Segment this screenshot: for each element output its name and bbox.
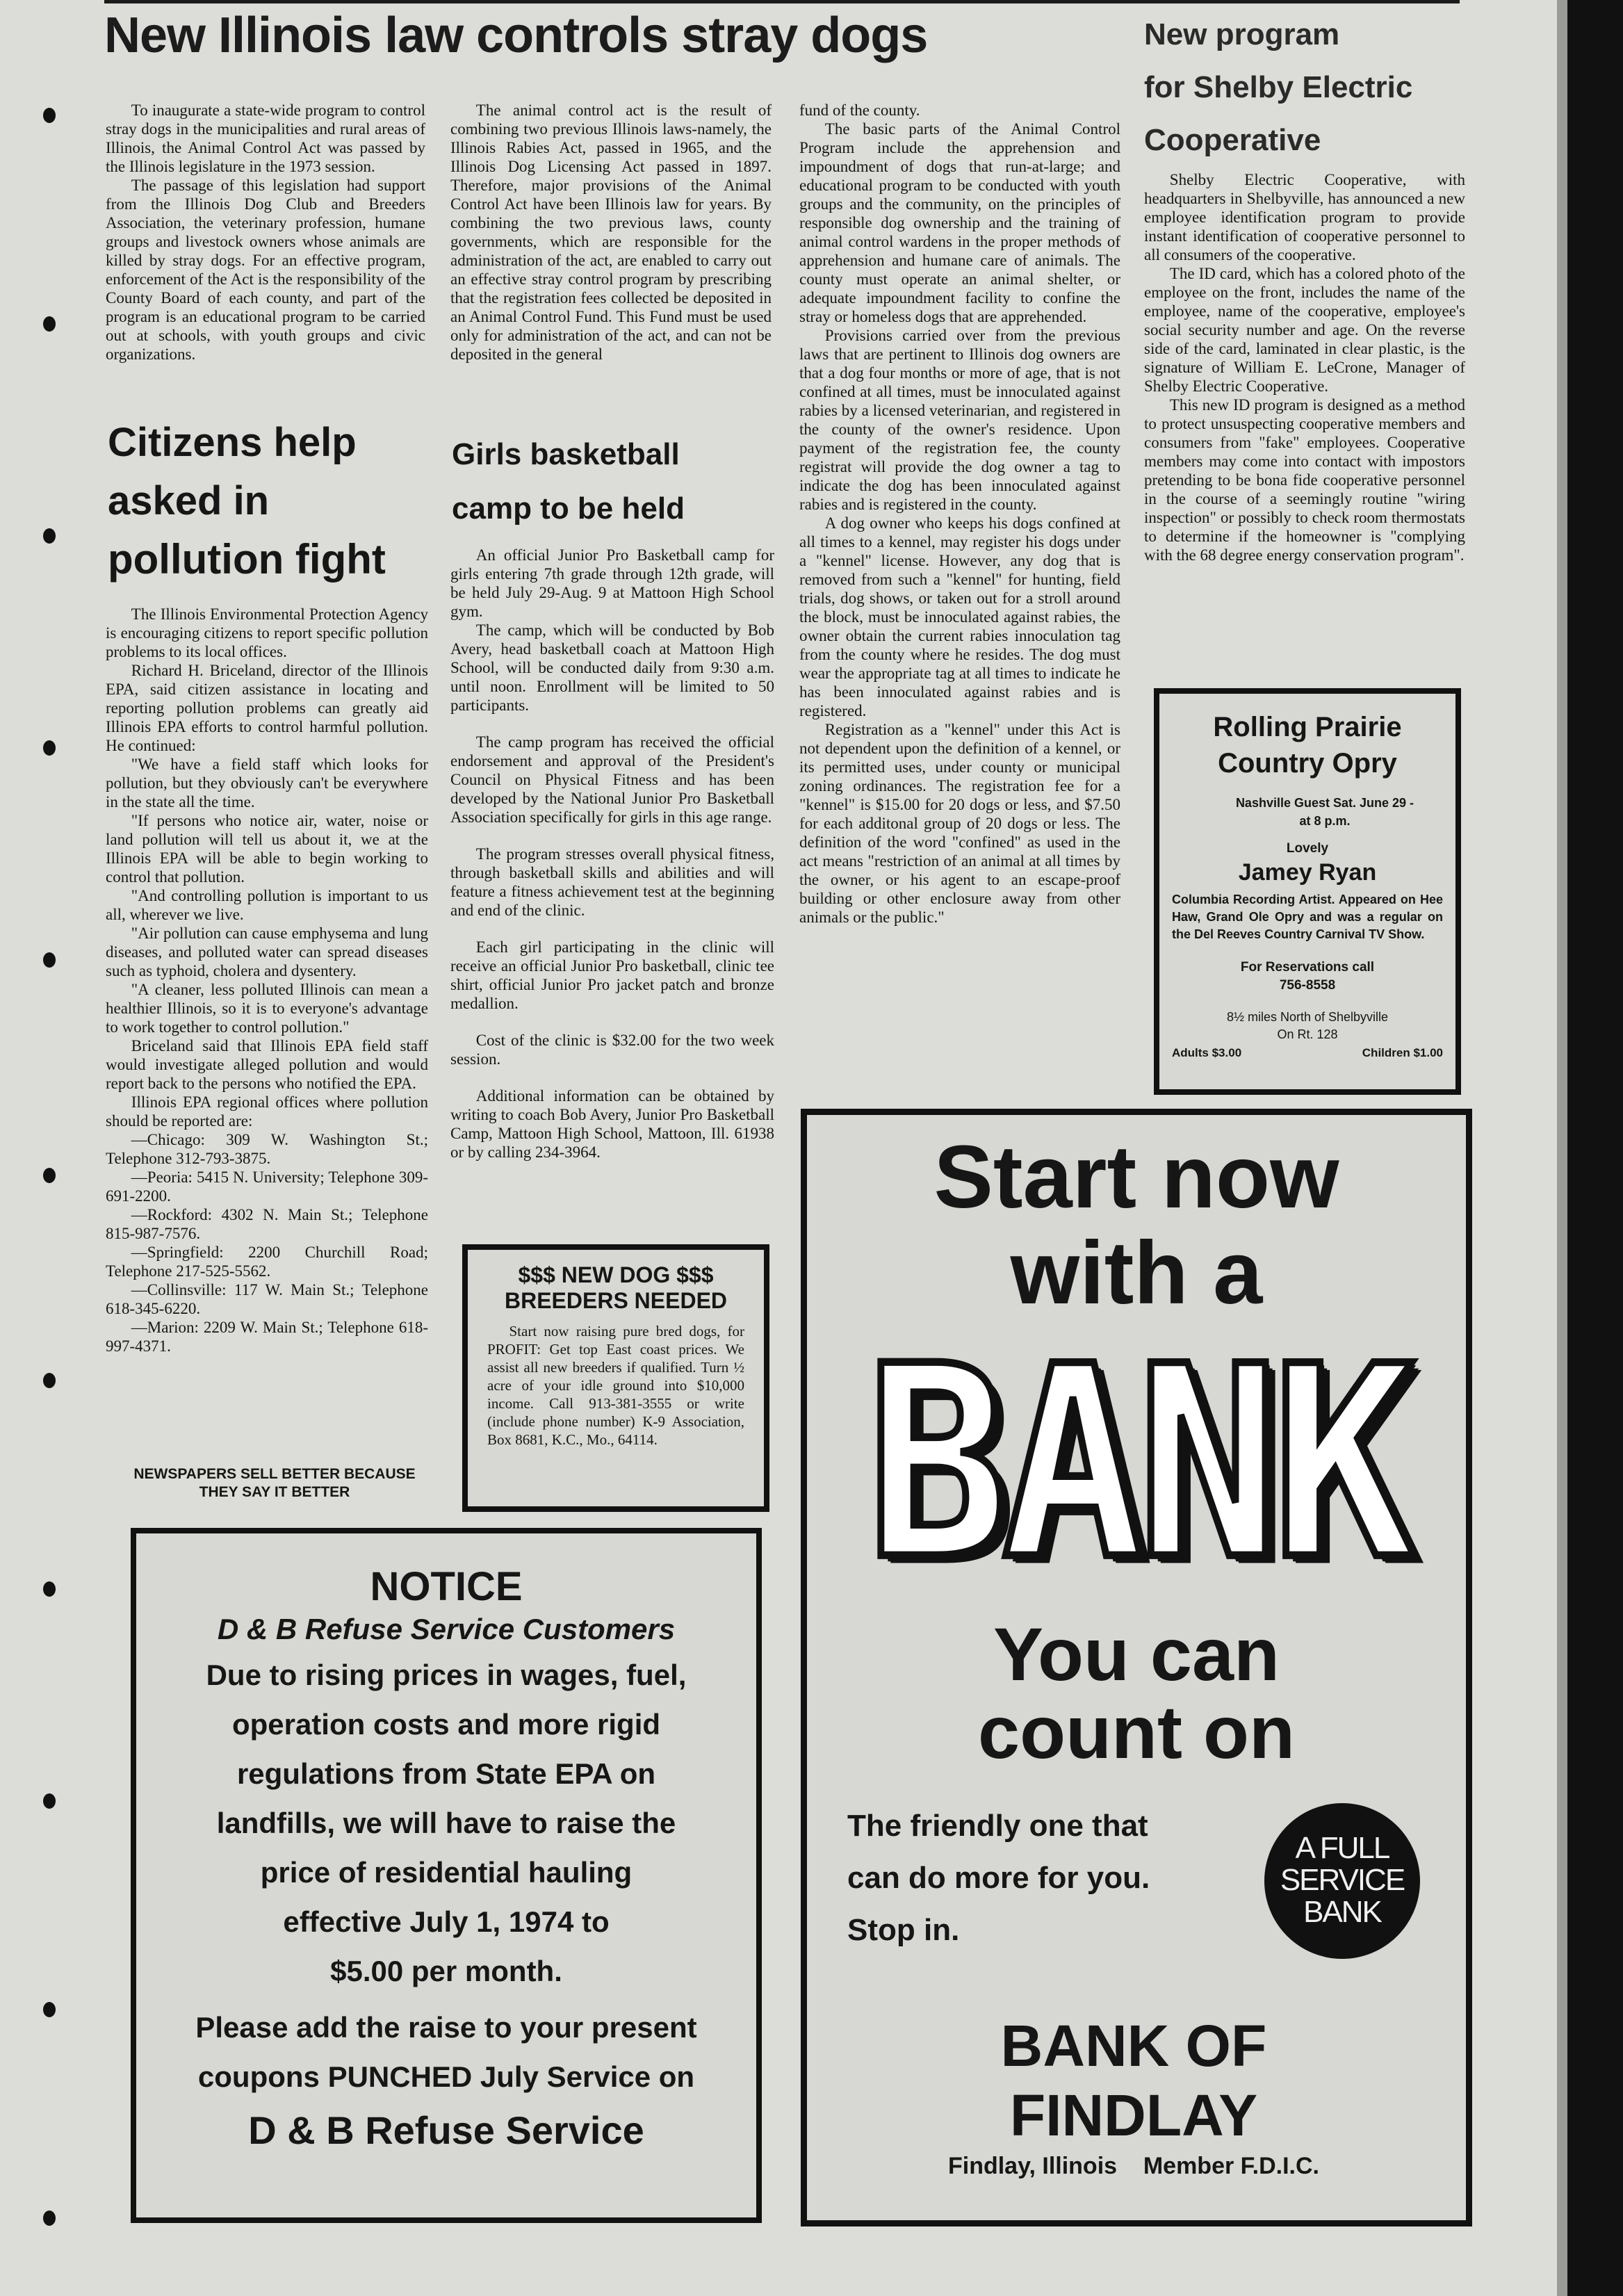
headline-line: Citizens help	[108, 420, 357, 465]
paragraph: "Air pollution can cause emphysema and lung diseases, and polluted water can spread diseases such as typhoid, cholera and dysentery.	[106, 925, 428, 979]
paragraph: A dog owner who keeps his dogs confined at all times to a kennel, may register his dogs under a "kennel" license. However, any dog that is removed from such a "kennel" for hunting, field trials, dog shows, or taken out for a stroll around the block, must be innoculated against rabies, the owner obtain the current rabies innoculation tag from the county where he resides. The dog must wear the appropriate tag at all times to indicate he has been innoculated against rabies and is registered.	[799, 514, 1120, 719]
full-service-badge	[1264, 1803, 1420, 1959]
dog-breeders-ad	[462, 1244, 769, 1512]
headline-line: asked in	[108, 478, 270, 523]
paragraph: To inaugurate a state-wide program to control stray dogs in the municipalities and rural areas of Illinois, the Animal Control Act was passed by the Illinois legislature in the 1973 session.	[106, 101, 425, 175]
paragraph: —Springfield: 2200 Churchill Road; Telephone 217-525-5562.	[106, 1244, 428, 1280]
main-headline: New Illinois law controls stray dogs	[104, 8, 928, 63]
headline-line: Girls basketball	[452, 437, 680, 471]
paragraph: Illinois EPA regional offices where pollution should be reported are:	[106, 1093, 428, 1130]
ad-title: BREEDERS NEEDED	[504, 1288, 728, 1313]
paragraph: The camp, which will be conducted by Bob Avery, head basketball coach at Mattoon High School, will be conducted daily from 9:30 a.m. until noon. Enrollment will be limited to 50 participants.	[450, 621, 774, 714]
paragraph: An official Junior Pro Basketball camp for girls entering 7th grade through 12th grade, will be held July 29-Aug. 9 at Mattoon High School gym.	[450, 546, 774, 620]
top-rule	[104, 0, 1460, 3]
bank-name: BANK OF	[1000, 2013, 1267, 2078]
bank-friendly-line: Stop in.	[847, 1913, 960, 1947]
notice-line: regulations from State EPA on	[236, 1757, 656, 1790]
paragraph: Briceland said that Illinois EPA field staff would investigate alleged pollution and would report back to the persons who notified the EPA.	[106, 1037, 428, 1092]
punch-hole	[43, 1793, 56, 1809]
opry-guest: at 8 p.m.	[1299, 814, 1351, 828]
bank-friendly-line: can do more for you.	[847, 1861, 1150, 1895]
opry-location: On Rt. 128	[1277, 1027, 1338, 1041]
paragraph: Shelby Electric Cooperative, with headquarters in Shelbyville, has announced a new employee identification program to provide instant identification of cooperative personnel to all consumers of the cooperative.	[1144, 171, 1465, 263]
notice-title: NOTICE	[370, 1564, 523, 1609]
bank-friendly-line: The friendly one that	[847, 1809, 1148, 1843]
paragraph: The program stresses overall physical fitness, through basketball skills and abilities and will feature a fitness achievement test at the beginning and end of the clinic.	[450, 845, 774, 919]
badge-line: BANK	[1303, 1895, 1381, 1929]
punch-hole	[43, 740, 56, 756]
headline-line: New program	[1144, 17, 1340, 51]
bank-footer: Findlay, Illinois Member F.D.I.C.	[947, 2153, 1319, 2179]
opry-child-price: Children $1.00	[1362, 1046, 1443, 1059]
basketball-headline	[452, 428, 778, 536]
paragraph: —Chicago: 309 W. Washington St.; Telephone 312-793-3875.	[106, 1131, 428, 1167]
opry-bio: Columbia Recording Artist. Appeared on Hee Haw, Grand Ole Opry and was a regular on the Del Reeves Country Carnival TV Show.	[1172, 893, 1443, 941]
notice-line: Please add the raise to your present	[195, 2011, 697, 2044]
notice-line: operation costs and more rigid	[231, 1708, 661, 1741]
opry-prices	[1172, 1045, 1443, 1061]
bank-name: FINDLAY	[1009, 2083, 1258, 2148]
opry-lovely: Lovely	[1286, 841, 1329, 856]
headline-line: pollution fight	[108, 536, 386, 583]
shelby-article-body	[1144, 170, 1465, 564]
opry-phone: 756-8558	[1279, 978, 1336, 993]
paragraph: "We have a field staff which looks for pollution, but they obviously can't be everywhere in the state all the time.	[106, 756, 428, 811]
bank-ad	[801, 1109, 1472, 2226]
paragraph: Cost of the clinic is $32.00 for the two week session.	[450, 1032, 774, 1068]
opry-location: 8½ miles North of Shelbyville	[1226, 1010, 1389, 1024]
bank-headline: with a	[1010, 1223, 1263, 1323]
notice-line: $5.00 per month.	[330, 1955, 562, 1987]
paragraph: The Illinois Environmental Protection Agency is encouraging citizens to report specific pollution problems to its local offices.	[106, 605, 428, 660]
punch-hole	[43, 528, 56, 544]
paragraph: The animal control act is the result of combining two previous Illinois laws-namely, the Illinois Rabies Act, passed in 1965, and the Illinois Dog Licensing Act passed in 1897. Therefore, major provisions of the Animal Control Act have been Illinois law for years. By combining the two previous laws, county governments, which are responsible for the administration of the act, are enabled to carry out an effective stray control program by prescribing that the registration fees collected be deposited in an Animal Control Fund. This Fund must be used only for administration of the act, and can not be deposited in the general	[450, 101, 772, 363]
main-article-col3	[799, 101, 1120, 927]
opry-title: Rolling Prairie	[1213, 712, 1402, 742]
pollution-article-body	[106, 605, 428, 1355]
paragraph: Provisions carried over from the previous laws that are pertinent to Illinois dog owners are that a dog four months or more of age, that is not confined at all times, must be innoculated against rabies by a licensed veterinarian, and registered in the county of the owner's residence. Upon payment of the registration fee, the county registrat will provide the dog owner a tag to indicate the dog has been innoculated against rabies and is registered in the county.	[799, 327, 1120, 513]
paragraph: —Peoria: 5415 N. University; Telephone 309-691-2200.	[106, 1169, 428, 1205]
bank-tagline: You can	[993, 1612, 1280, 1696]
notice-subtitle: D & B Refuse Service Customers	[217, 1613, 676, 1645]
notice-line: effective July 1, 1974 to	[283, 1905, 610, 1938]
opry-adult-price: Adults $3.00	[1172, 1046, 1242, 1059]
opry-ad	[1154, 688, 1461, 1095]
headline-line: Cooperative	[1144, 123, 1321, 157]
paragraph: —Marion: 2209 W. Main St.; Telephone 618-997-4371.	[106, 1319, 428, 1355]
notice-line: landfills, we will have to raise the	[216, 1807, 676, 1839]
bank-tagline: count on	[978, 1690, 1295, 1774]
opry-reservations: For Reservations call	[1240, 960, 1375, 975]
main-article-col2	[450, 101, 772, 364]
punch-hole	[43, 316, 56, 332]
refuse-notice-ad	[131, 1528, 762, 2223]
punch-hole	[43, 2002, 56, 2017]
opry-performer: Jamey Ryan	[1238, 859, 1377, 886]
paragraph: This new ID program is designed as a method to protect unsuspecting cooperative members and consumers from "fake" employees. Cooperative members may come into contact with impostors pretending to be bona fide cooperative personnel in the course of a seemingly routine "wiring inspection" or possibly to check room thermostats to determine if the homeowner is "complying with the 68 degree energy conservation program".	[1144, 396, 1465, 564]
punch-hole	[43, 2210, 56, 2226]
punch-hole	[43, 952, 56, 968]
punch-hole	[43, 1168, 56, 1183]
paragraph: Registration as a "kennel" under this Act is not dependent upon the definition of a kennel, or its permitted uses, under county or municipal zoning ordinances. The registration fee for a "kennel" is $15.00 for 20 dogs or less, and $7.50 for each additonal group of 20 dogs or less. The definition of the word "confined" as used in the act means "restriction of an animal at all times by the owner, or his agent to an escape-proof building or other enclosure away from other animals or the public."	[799, 721, 1120, 926]
ad-body: Start now raising pure bred dogs, for PROFIT: Get top East coast prices. We assist all new breeders if qualified. Turn ½ acre of your idle ground into $10,000 income. Call 913-381-3555 or write (include phone number) K-9 Association, Box 8681, K.C., Mo., 64114.	[487, 1323, 744, 1448]
basketball-article-body	[450, 546, 774, 1162]
headline-line: for Shelby Electric	[1144, 70, 1413, 104]
notice-line: price of residential hauling	[260, 1856, 633, 1889]
paragraph: The passage of this legislation had support from the Illinois Dog Club and Breeders Association, the veterinary profession, humane groups and livestock owners whose animals are killed by stray dogs. For an effective program, enforcement of the Act is the responsibility of the County Board of each county, and part of the program is an educational program to be carried out at schools, with youth groups and civic organizations.	[106, 177, 425, 363]
opry-guest: Nashville Guest Sat. June 29 -	[1235, 796, 1414, 810]
opry-title: Country Opry	[1218, 748, 1397, 779]
paragraph: Each girl participating in the clinic will receive an official Junior Pro basketball, clinic tee shirt, official Junior Pro jacket patch and bronze medallion.	[450, 938, 774, 1012]
page-edge	[1567, 0, 1623, 2296]
notice-line: coupons PUNCHED July Service on	[197, 2060, 695, 2093]
notice-signature: D & B Refuse Service	[248, 2108, 644, 2152]
paragraph: The camp program has received the official endorsement and approval of the President's Council on Physical Fitness and has been developed by the National Junior Pro Basketball Association specifically for girls in this age range.	[450, 733, 774, 826]
paragraph: The ID card, which has a colored photo of the employee on the front, includes the name of the employee, name of the cooperative, employee's social security number and age. On the reverse side of the card, laminated in clear plastic, is the signature of William E. LeCrone, Manager of Shelby Electric Cooperative.	[1144, 265, 1465, 395]
pollution-headline	[108, 414, 434, 589]
punch-hole	[43, 108, 56, 123]
badge-line: A FULL	[1295, 1831, 1389, 1865]
notice-line: Due to rising prices in wages, fuel,	[206, 1659, 687, 1691]
paragraph: "And controlling pollution is important to us all, wherever we live.	[106, 887, 428, 923]
ad-title: $$$ NEW DOG $$$	[518, 1262, 714, 1287]
paragraph: "A cleaner, less polluted Illinois can mean a healthier Illinois, so it is to everyone's advantage to work together to control pollution."	[106, 981, 428, 1036]
bank-big-word: BANK	[866, 1310, 1408, 1618]
paragraph: "If persons who notice air, water, noise or land pollution will tell us about it, we at the Illinois EPA will be able to begin working to control that pollution.	[106, 812, 428, 886]
filler-slogan: NEWSPAPERS SELL BETTER BECAUSE THEY SAY IT BETTER	[133, 1466, 416, 1500]
paragraph: fund of the county.	[799, 101, 920, 119]
paragraph: —Collinsville: 117 W. Main St.; Telephone 618-345-6220.	[106, 1281, 428, 1317]
paragraph: The basic parts of the Animal Control Program include the apprehension and impoundment of dogs that run-at-large; and educational program to be conducted with youth groups and the community, on the principles of responsible dog ownership and the training of animal control wardens in the proper methods of apprehension and humane care of animals. The county must operate an animal shelter, or adequate impoundment facility to confine the stray or homeless dogs that are apprehended.	[799, 120, 1120, 325]
punch-hole	[43, 1581, 56, 1597]
paragraph: Additional information can be obtained by writing to coach Bob Avery, Junior Pro Basketball Camp, Mattoon High School, Mattoon, Ill. 61938 or by calling 234-3964.	[450, 1087, 774, 1161]
bank-friendly	[847, 1800, 1264, 1956]
paragraph: Richard H. Briceland, director of the Illinois EPA, said citizen assistance in locating and reporting pollution problems can greatly aid Illinois EPA efforts to control harmful pollution. He continued:	[106, 662, 428, 754]
badge-line: SERVICE	[1280, 1863, 1405, 1897]
notice-lines	[150, 1650, 742, 2101]
punch-hole	[43, 1373, 56, 1388]
paragraph: —Rockford: 4302 N. Main St.; Telephone 815-987-7576.	[106, 1206, 428, 1242]
main-article-col1	[106, 101, 425, 364]
shelby-headline	[1144, 8, 1464, 167]
page-fold-shadow	[1557, 0, 1568, 2296]
headline-line: camp to be held	[452, 491, 685, 526]
bank-headline: Start now	[933, 1127, 1339, 1227]
